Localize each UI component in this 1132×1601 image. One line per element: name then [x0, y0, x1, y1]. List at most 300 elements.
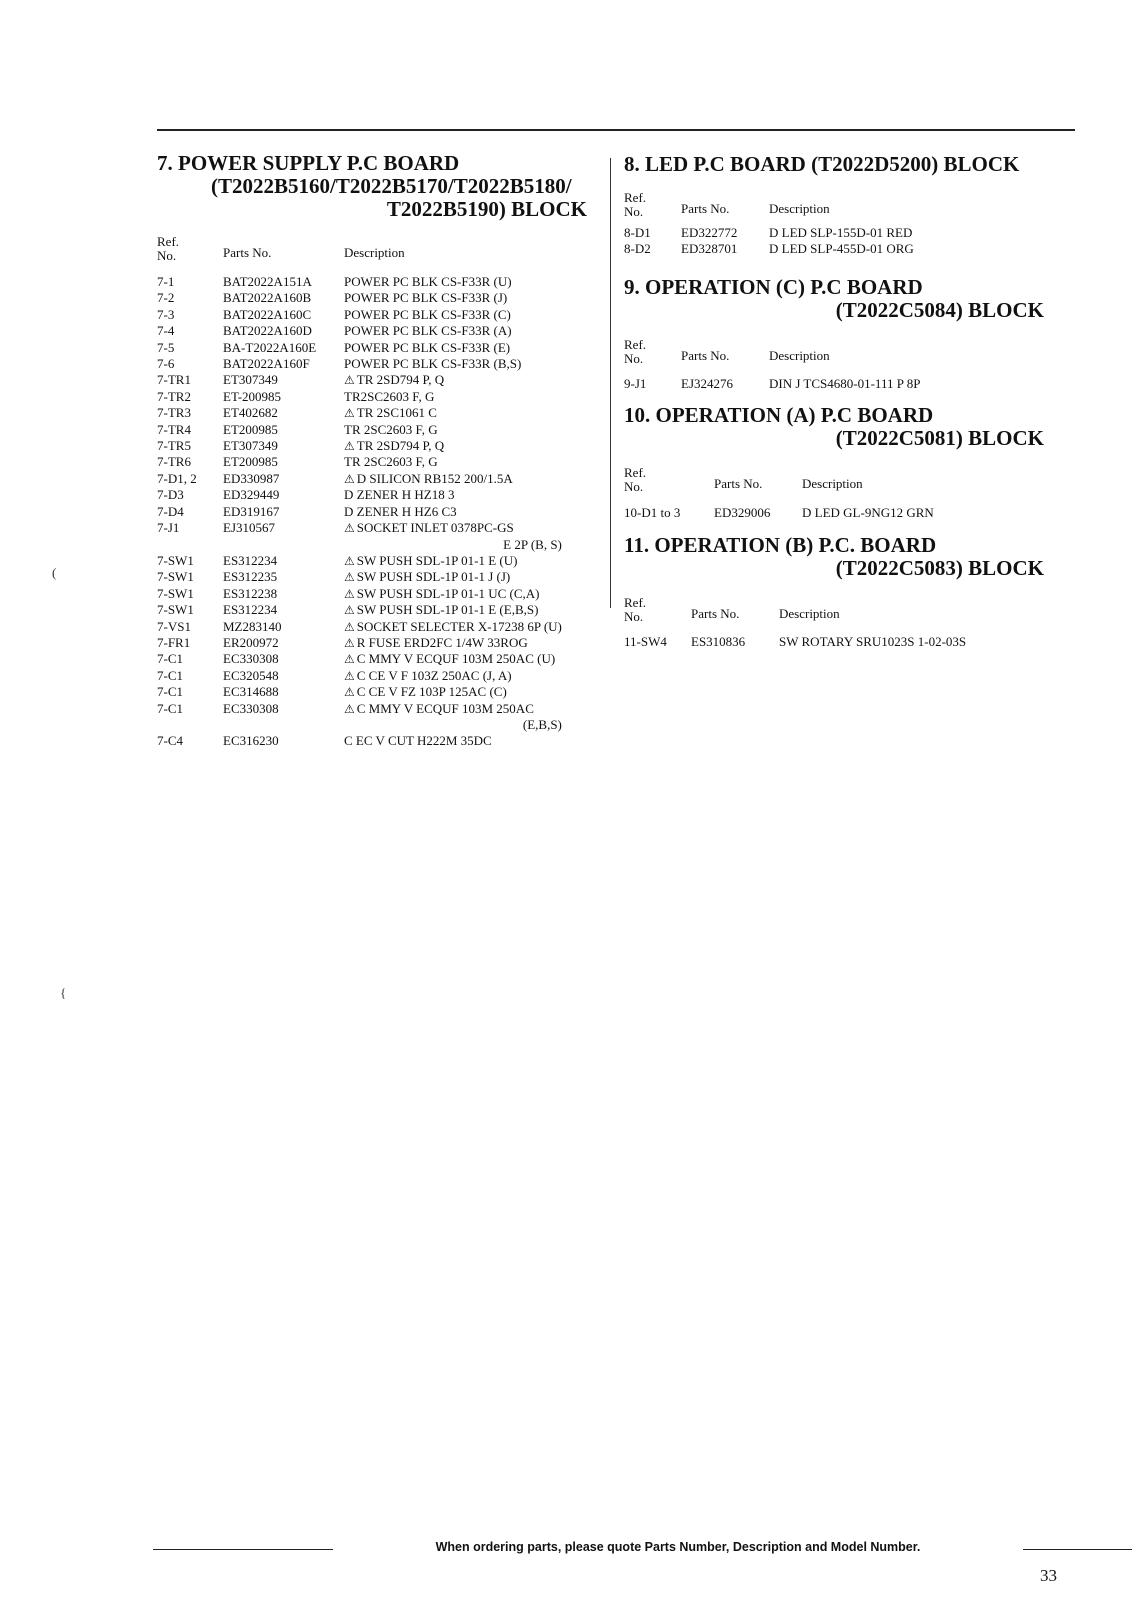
ref-header: Ref. No. — [157, 234, 180, 263]
description-cell — [344, 389, 562, 405]
part-number-cell-text: BAT2022A151A — [223, 274, 312, 289]
ref-header: Ref. No. — [624, 595, 647, 624]
ref-cell — [624, 241, 681, 257]
warning-triangle-icon: ⚠ — [344, 406, 355, 421]
ref-cell-text: 8-D2 — [624, 241, 651, 257]
description-text: D LED SLP-455D-01 ORG — [769, 241, 914, 257]
table-row — [157, 504, 562, 520]
ref-cell — [157, 520, 223, 536]
table-row — [157, 668, 562, 684]
part-number-cell — [223, 684, 344, 700]
description-cell — [344, 717, 562, 733]
part-number-cell — [223, 438, 344, 454]
ref-cell — [157, 635, 223, 651]
part-number-cell-text: ES312234 — [223, 602, 278, 618]
description-text: SW PUSH SDL-1P 01-1 J (J) — [356, 569, 511, 585]
table-row — [157, 389, 562, 405]
part-number-cell — [223, 356, 344, 372]
ref-cell — [157, 504, 223, 520]
ref-cell — [157, 471, 223, 487]
description-cell — [344, 487, 562, 503]
section-title — [624, 153, 1044, 176]
ref-cell — [157, 733, 223, 749]
description-cell — [769, 225, 914, 241]
ref-cell-text: 7-SW1 — [157, 602, 194, 618]
ref-cell — [157, 684, 223, 700]
description-cell — [344, 323, 562, 339]
part-number-cell — [681, 376, 769, 392]
part-number-cell-text: ES312238 — [223, 585, 278, 601]
warning-triangle-icon: ⚠ — [344, 701, 355, 716]
section-title-line: 7. POWER SUPPLY P.C BOARD — [157, 151, 460, 175]
part-number-cell — [681, 241, 769, 257]
part-number-cell — [223, 307, 344, 323]
part-number-cell-text: ET200985 — [223, 454, 278, 470]
part-number-cell — [223, 553, 344, 569]
part-number-cell — [223, 274, 344, 290]
ref-cell-text: 8-D1 — [624, 225, 651, 240]
parts-no-header: Parts No. — [681, 201, 730, 216]
warning-triangle-icon: ⚠ — [344, 685, 355, 700]
section-title-line: (T2022B5160/T2022B5170/T2022B5180/ — [211, 174, 572, 198]
ref-cell-text: 7-J1 — [157, 520, 180, 536]
description-text: SW PUSH SDL-1P 01-1 UC (C,A) — [356, 585, 540, 601]
ref-cell-text: 7-3 — [157, 306, 175, 322]
part-number-cell-text: ET200985 — [223, 421, 278, 437]
description-cell-text: (E,B,S) — [522, 716, 562, 732]
part-number-cell — [223, 537, 344, 553]
table-row — [157, 651, 562, 667]
part-number-cell-text: EC330308 — [223, 700, 279, 716]
description-text: POWER PC BLK CS-F33R (J) — [344, 290, 508, 306]
part-number-cell-text: ET402682 — [223, 405, 278, 421]
part-number-cell-text: ED319167 — [223, 503, 280, 519]
description-text: SW PUSH SDL-1P 01-1 E (E,B,S) — [356, 602, 539, 618]
table-header — [624, 338, 1044, 372]
part-number-cell — [223, 290, 344, 306]
ref-cell-text: 7-D3 — [157, 487, 184, 503]
ref-cell-text: 7-C1 — [157, 667, 183, 683]
ref-cell-text: 7-C1 — [157, 700, 183, 716]
part-number-cell-text: ET307349 — [223, 438, 278, 454]
table-row — [157, 635, 562, 651]
part-number-cell — [223, 717, 344, 733]
part-number-cell — [223, 569, 344, 585]
section-power-supply — [157, 152, 587, 750]
part-number-cell — [714, 505, 802, 521]
section-operation-a — [624, 404, 1044, 521]
table-row — [157, 454, 562, 470]
description-text: D ZENER H HZ6 C3 — [344, 503, 457, 519]
part-number-cell-text: ED328701 — [681, 241, 738, 257]
table-row — [157, 356, 562, 372]
ref-cell — [157, 422, 223, 438]
ref-cell-text: 7-SW1 — [157, 569, 194, 585]
part-number-cell-text: BAT2022A160B — [223, 290, 312, 306]
table-row — [157, 701, 562, 717]
ref-cell-text: 7-C4 — [157, 733, 183, 749]
table-row — [157, 405, 562, 421]
table-row — [157, 619, 562, 635]
warning-triangle-icon: ⚠ — [344, 668, 355, 683]
description-text: D SILICON RB152 200/1.5A — [356, 470, 513, 486]
ref-cell — [157, 438, 223, 454]
ref-header: Ref. No. — [624, 190, 647, 219]
description-cell — [344, 602, 562, 618]
description-text: POWER PC BLK CS-F33R (E) — [344, 339, 511, 355]
part-number-cell — [223, 422, 344, 438]
description-cell — [344, 684, 562, 700]
table-row — [624, 505, 934, 521]
ref-cell-text: 7-TR6 — [157, 454, 191, 470]
part-number-cell-text: MZ283140 — [223, 618, 282, 634]
description-cell — [344, 733, 562, 749]
description-cell — [344, 454, 562, 470]
table-row-continuation — [157, 717, 562, 733]
description-text: D LED GL-9NG12 GRN — [802, 505, 934, 520]
part-number-cell — [223, 487, 344, 503]
parts-no-header: Parts No. — [714, 476, 763, 491]
ref-cell — [157, 274, 223, 290]
warning-triangle-icon: ⚠ — [344, 471, 355, 486]
part-number-cell-text: EC320548 — [223, 667, 279, 683]
part-number-cell — [223, 733, 344, 749]
warning-triangle-icon: ⚠ — [344, 570, 355, 585]
ref-cell-text: 7-1 — [157, 274, 175, 289]
part-number-cell — [223, 323, 344, 339]
part-number-cell — [223, 701, 344, 717]
description-header: Description — [344, 245, 405, 260]
ref-cell-text: 7-2 — [157, 290, 175, 306]
description-cell — [344, 504, 562, 520]
ref-cell — [157, 323, 223, 339]
description-text: D ZENER H HZ18 3 — [344, 487, 455, 503]
part-number-cell-text: EC330308 — [223, 651, 279, 667]
part-number-cell-text: ER200972 — [223, 634, 279, 650]
section-title — [624, 534, 1044, 580]
description-text: SW ROTARY SRU1023S 1-02-03S — [779, 634, 967, 649]
part-number-cell-text: ET-200985 — [223, 388, 282, 404]
description-text: SOCKET SELECTER X-17238 6P (U) — [356, 618, 562, 634]
description-cell — [779, 634, 966, 650]
ref-cell — [157, 553, 223, 569]
column-divider — [610, 158, 611, 608]
part-number-cell-text: ES312235 — [223, 569, 278, 585]
description-text: C MMY V ECQUF 103M 250AC — [356, 700, 534, 716]
part-number-cell — [223, 471, 344, 487]
section-operation-c — [624, 276, 1044, 392]
section-title-line: (T2022C5081) BLOCK — [835, 426, 1044, 450]
ref-cell — [157, 389, 223, 405]
ref-cell — [157, 602, 223, 618]
ref-cell-text: 7-D1, 2 — [157, 470, 197, 486]
table-row — [157, 487, 562, 503]
part-number-cell — [223, 651, 344, 667]
table-row — [157, 586, 562, 602]
part-number-cell — [223, 520, 344, 536]
section-title-line: (T2022C5083) BLOCK — [835, 556, 1044, 580]
ref-cell-text: 7-TR2 — [157, 388, 191, 404]
description-text: TR 2SC2603 F, G — [344, 454, 438, 470]
ref-cell-text: 7-D4 — [157, 503, 184, 519]
table-header — [157, 235, 587, 269]
ref-cell — [157, 290, 223, 306]
part-number-cell-text: ET307349 — [223, 372, 278, 388]
part-number-cell-text: ED330987 — [223, 470, 280, 486]
description-cell — [344, 635, 562, 651]
description-cell — [344, 651, 562, 667]
ref-cell-text: 7-TR3 — [157, 405, 191, 421]
warning-triangle-icon: ⚠ — [344, 521, 355, 536]
part-number-cell — [223, 340, 344, 356]
ref-cell-text: 7-TR1 — [157, 372, 191, 388]
section-operation-b — [624, 534, 1044, 650]
section-title-line: 10. OPERATION (A) P.C BOARD — [624, 403, 934, 427]
description-cell — [344, 553, 562, 569]
section-title-line: 11. OPERATION (B) P.C. BOARD — [624, 533, 937, 557]
description-text: TR 2SC2603 F, G — [344, 421, 438, 437]
part-number-cell-text: EJ324276 — [681, 376, 733, 391]
description-text: D LED SLP-155D-01 RED — [769, 225, 913, 240]
description-text: TR 2SD794 P, Q — [356, 372, 445, 388]
description-text: C EC V CUT H222M 35DC — [344, 733, 492, 749]
part-number-cell — [223, 668, 344, 684]
description-cell — [769, 376, 920, 392]
description-text: C MMY V ECQUF 103M 250AC (U) — [356, 651, 556, 667]
description-header: Description — [769, 201, 830, 216]
part-number-cell — [681, 225, 769, 241]
part-number-cell — [691, 634, 779, 650]
description-cell — [344, 372, 562, 388]
description-cell — [344, 520, 562, 536]
part-number-cell-text: ED322772 — [681, 225, 738, 240]
part-number-cell — [223, 454, 344, 470]
section-title-line: (T2022C5084) BLOCK — [835, 298, 1044, 322]
description-cell-text: E 2P (B, S) — [503, 536, 562, 552]
part-number-cell-text: BAT2022A160F — [223, 356, 310, 372]
ref-cell — [624, 505, 714, 521]
table-row — [157, 520, 562, 536]
stray-mark: ( — [52, 565, 57, 580]
ref-cell — [157, 307, 223, 323]
table-row-continuation — [157, 537, 562, 553]
table-header — [624, 596, 1044, 630]
ref-cell — [157, 619, 223, 635]
description-cell — [344, 701, 562, 717]
part-number-cell — [223, 405, 344, 421]
section-title — [157, 152, 587, 221]
description-text: R FUSE ERD2FC 1/4W 33ROG — [356, 634, 528, 650]
description-text: TR 2SC1061 C — [356, 405, 437, 421]
description-cell — [344, 307, 562, 323]
ref-cell-text: 10-D1 to 3 — [624, 505, 681, 520]
part-number-cell-text: EC316230 — [223, 733, 279, 749]
parts-table — [624, 225, 914, 258]
table-row — [624, 376, 920, 392]
part-number-cell-text: ES312234 — [223, 552, 278, 568]
table-row — [624, 225, 914, 241]
table-row — [157, 372, 562, 388]
part-number-cell — [223, 504, 344, 520]
ref-cell-text: 7-4 — [157, 323, 175, 339]
description-cell — [344, 405, 562, 421]
parts-no-header: Parts No. — [691, 606, 740, 621]
section-title — [624, 404, 1044, 450]
warning-triangle-icon: ⚠ — [344, 373, 355, 388]
ref-cell — [157, 405, 223, 421]
description-header: Description — [769, 348, 830, 363]
ref-cell-text: 7-TR4 — [157, 421, 191, 437]
table-header — [624, 191, 1044, 225]
section-title-line: T2022B5190) BLOCK — [386, 197, 587, 221]
ref-cell-text: 11-SW4 — [624, 634, 667, 649]
ref-cell — [157, 586, 223, 602]
ref-cell — [624, 376, 681, 392]
part-number-cell — [223, 619, 344, 635]
description-text: POWER PC BLK CS-F33R (U) — [344, 274, 512, 289]
table-row — [157, 684, 562, 700]
ref-cell — [157, 454, 223, 470]
ref-cell — [157, 569, 223, 585]
part-number-cell-text: BA-T2022A160E — [223, 339, 317, 355]
warning-triangle-icon: ⚠ — [344, 619, 355, 634]
parts-table — [624, 376, 920, 392]
table-row — [624, 241, 914, 257]
parts-table — [624, 505, 934, 521]
ref-header: Ref. No. — [624, 465, 647, 494]
ref-cell — [157, 372, 223, 388]
description-cell — [344, 356, 562, 372]
description-header: Description — [779, 606, 840, 621]
ref-cell-text: 7-SW1 — [157, 585, 194, 601]
description-text: POWER PC BLK CS-F33R (C) — [344, 306, 511, 322]
table-row — [157, 733, 562, 749]
part-number-cell-text: EC314688 — [223, 684, 279, 700]
page-number: 33 — [1040, 1566, 1057, 1585]
table-row — [157, 471, 562, 487]
part-number-cell-text: ES310836 — [691, 634, 746, 649]
section-led-board — [624, 153, 1044, 258]
part-number-cell — [223, 389, 344, 405]
section-title-line: 8. LED P.C BOARD (T2022D5200) BLOCK — [624, 152, 1020, 176]
description-cell — [344, 438, 562, 454]
description-cell — [344, 274, 562, 290]
description-cell — [344, 619, 562, 635]
part-number-cell-text: ED329006 — [714, 505, 771, 520]
table-row — [157, 340, 562, 356]
warning-triangle-icon: ⚠ — [344, 652, 355, 667]
warning-triangle-icon: ⚠ — [344, 553, 355, 568]
description-cell — [344, 668, 562, 684]
table-row — [157, 274, 562, 290]
description-cell — [344, 340, 562, 356]
description-cell — [344, 422, 562, 438]
table-row — [157, 569, 562, 585]
footer — [153, 1538, 1068, 1558]
table-row — [157, 602, 562, 618]
ref-cell — [157, 487, 223, 503]
part-number-cell-text: BAT2022A160D — [223, 323, 312, 339]
description-text: POWER PC BLK CS-F33R (B,S) — [344, 356, 522, 372]
parts-no-header: Parts No. — [681, 348, 730, 363]
description-cell — [344, 586, 562, 602]
description-text: SW PUSH SDL-1P 01-1 E (U) — [356, 552, 518, 568]
description-text: DIN J TCS4680-01-111 P 8P — [769, 376, 921, 391]
ref-cell-text: 7-5 — [157, 339, 175, 355]
description-text: C CE V FZ 103P 125AC (C) — [356, 684, 507, 700]
warning-triangle-icon: ⚠ — [344, 603, 355, 618]
ref-cell — [157, 717, 223, 733]
part-number-cell-text: BAT2022A160C — [223, 306, 312, 322]
part-number-cell — [223, 586, 344, 602]
description-cell — [344, 471, 562, 487]
description-text: TR2SC2603 F, G — [344, 388, 435, 404]
description-cell — [344, 569, 562, 585]
description-header: Description — [802, 476, 863, 491]
ref-cell — [624, 225, 681, 241]
description-cell — [344, 290, 562, 306]
ref-cell-text: 7-C1 — [157, 684, 183, 700]
warning-triangle-icon: ⚠ — [344, 439, 355, 454]
ref-cell — [157, 340, 223, 356]
table-row — [157, 553, 562, 569]
footer-rule-right — [1023, 1549, 1132, 1550]
description-text: C CE V F 103Z 250AC (J, A) — [356, 667, 512, 683]
footer-rule-left — [153, 1549, 333, 1550]
ref-cell-text: 7-FR1 — [157, 634, 191, 650]
stray-mark: { — [60, 985, 67, 1000]
description-text: SOCKET INLET 0378PC-GS — [356, 520, 514, 536]
part-number-cell-text: ED329449 — [223, 487, 280, 503]
part-number-cell — [223, 602, 344, 618]
warning-triangle-icon: ⚠ — [344, 635, 355, 650]
table-row — [157, 307, 562, 323]
ref-cell — [157, 701, 223, 717]
description-cell — [344, 537, 562, 553]
parts-no-header: Parts No. — [223, 245, 272, 260]
ref-cell-text: 9-J1 — [624, 376, 647, 391]
part-number-cell — [223, 372, 344, 388]
section-title — [624, 276, 1044, 322]
part-number-cell — [223, 635, 344, 651]
description-text: POWER PC BLK CS-F33R (A) — [344, 323, 512, 339]
section-title-line: 9. OPERATION (C) P.C BOARD — [624, 275, 923, 299]
table-row — [157, 438, 562, 454]
ref-cell — [624, 634, 691, 650]
top-rule — [157, 129, 1075, 131]
ref-cell — [157, 356, 223, 372]
ref-cell-text: 7-VS1 — [157, 618, 191, 634]
table-row — [157, 422, 562, 438]
description-cell — [802, 505, 934, 521]
table-row — [157, 290, 562, 306]
footer-note: When ordering parts, please quote Parts Number, Description and Model Number. — [435, 1540, 921, 1554]
ref-cell-text: 7-TR5 — [157, 438, 191, 454]
ref-cell — [157, 651, 223, 667]
ref-cell-text: 7-C1 — [157, 651, 183, 667]
table-header — [624, 466, 1044, 500]
table-row — [624, 634, 966, 650]
table-row — [157, 323, 562, 339]
parts-table — [624, 634, 966, 650]
ref-cell — [157, 537, 223, 553]
ref-cell-text: 7-SW1 — [157, 552, 194, 568]
warning-triangle-icon: ⚠ — [344, 586, 355, 601]
ref-header: Ref. No. — [624, 337, 647, 366]
ref-cell — [157, 668, 223, 684]
description-cell — [769, 241, 914, 257]
parts-table — [157, 274, 562, 750]
